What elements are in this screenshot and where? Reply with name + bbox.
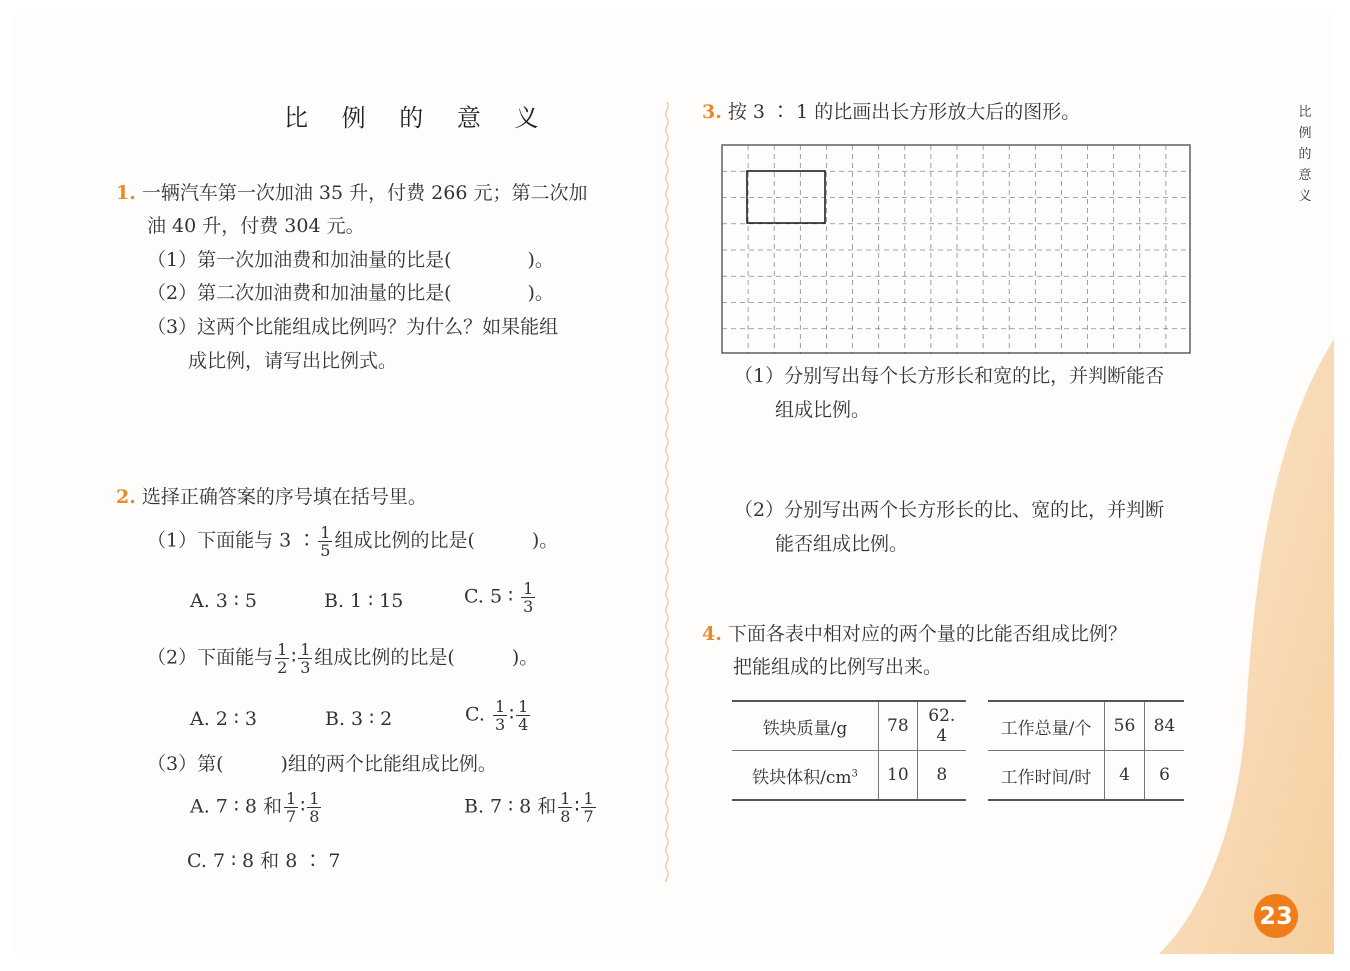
numerator: 1 bbox=[494, 697, 506, 716]
table-row bbox=[732, 701, 966, 751]
denominator: 5 bbox=[320, 541, 331, 560]
numerator: 1 bbox=[300, 640, 311, 659]
option-b-prefix: B. 7 ∶ 8 和 bbox=[464, 795, 557, 818]
q4-line1 bbox=[702, 618, 1127, 651]
table-cell: 78 bbox=[879, 701, 918, 751]
q2-s1-option-a: A. 3 ∶ 5 bbox=[190, 590, 258, 612]
original-rectangle bbox=[747, 171, 825, 223]
table-cell: 6 bbox=[1145, 751, 1185, 801]
ratio-colon: ∶ bbox=[509, 703, 515, 726]
q2-s2-suffix: 组成比例的比是( )。 bbox=[314, 646, 539, 669]
q2-s3-b-fraction-1 bbox=[558, 790, 572, 825]
q2-s3-option-a bbox=[190, 790, 323, 825]
q2-stem-text: 选择正确答案的序号填在括号里。 bbox=[141, 486, 427, 508]
q2-s3-b-fraction-2 bbox=[581, 790, 595, 825]
q2-s3-a-fraction-1 bbox=[284, 790, 298, 825]
q1-sub3-line1: （3）这两个比能组成比例吗？为什么？如果能组 bbox=[147, 316, 559, 338]
ratio-colon: ∶ bbox=[574, 795, 580, 818]
q2-s2-option-b: B. 3 ∶ 2 bbox=[325, 708, 393, 730]
q2-s2-c-fraction-2 bbox=[516, 698, 530, 733]
q2-s2-fraction-1 bbox=[275, 641, 289, 676]
q3-sub2-line2: 能否组成比例。 bbox=[775, 533, 909, 555]
numerator: 1 bbox=[320, 523, 331, 542]
denominator: 4 bbox=[518, 715, 529, 734]
table-cell: 工作总量/个 bbox=[988, 701, 1105, 751]
q2-s2-fraction-2 bbox=[298, 641, 312, 676]
q1-sub1: （1）第一次加油费和加油量的比是( )。 bbox=[147, 249, 554, 271]
denominator: 8 bbox=[560, 807, 571, 826]
q3-sub2-line1: （2）分别写出两个长方形长的比、宽的比，并判断 bbox=[734, 499, 1165, 521]
q2-s1-c-fraction bbox=[521, 580, 535, 615]
q1-sub2: （2）第二次加油费和加油量的比是( )。 bbox=[147, 282, 554, 304]
q1-sub3-line2: 成比例，请写出比例式。 bbox=[188, 350, 398, 372]
ratio-colon: ∶ bbox=[300, 795, 306, 818]
q1-line2: 油 40 升，付费 304 元。 bbox=[147, 215, 365, 237]
q3-number: 3. bbox=[702, 101, 722, 123]
q3-stem bbox=[702, 96, 1080, 129]
q2-s1-suffix: 组成比例的比是( )。 bbox=[334, 529, 559, 552]
superscript: 3 bbox=[851, 767, 858, 779]
numerator: 1 bbox=[523, 579, 534, 598]
workbook-page bbox=[14, 14, 1334, 954]
q1-line1 bbox=[116, 177, 588, 210]
table-cell: 4 bbox=[1105, 751, 1145, 801]
denominator: 7 bbox=[583, 807, 594, 826]
numerator: 1 bbox=[309, 789, 320, 808]
q4-text-1: 下面各表中相对应的两个量的比能否组成比例？ bbox=[727, 623, 1127, 645]
ratio-colon: ∶ bbox=[291, 646, 297, 669]
q2-stem bbox=[116, 481, 427, 514]
q2-s1-option-c bbox=[464, 580, 537, 615]
work-table bbox=[988, 700, 1184, 801]
q3-stem-text: 按 3 ∶ 1 的比画出长方形放大后的图形。 bbox=[727, 101, 1081, 123]
q3-sub1-line1: （1）分别写出每个长方形长和宽的比，并判断能否 bbox=[734, 365, 1165, 387]
numerator: 1 bbox=[277, 640, 288, 659]
q4-number: 4. bbox=[702, 623, 722, 645]
option-a-prefix: A. 7 ∶ 8 和 bbox=[190, 795, 283, 818]
page-number-badge: 23 bbox=[1254, 894, 1298, 938]
denominator: 7 bbox=[286, 807, 297, 826]
q2-number: 2. bbox=[116, 486, 136, 508]
page-divider bbox=[664, 102, 670, 882]
q1-text-1: 一辆汽车第一次加油 35 升，付费 266 元；第二次加 bbox=[141, 182, 588, 204]
denominator: 3 bbox=[523, 597, 534, 616]
q2-s2-option-c bbox=[465, 698, 532, 733]
grid-border bbox=[722, 145, 1190, 353]
table-row bbox=[988, 751, 1184, 801]
q2-s3-a-fraction-2 bbox=[307, 790, 321, 825]
table-cell: 工作时间/时 bbox=[988, 751, 1105, 801]
table-row bbox=[732, 751, 966, 801]
table-cell bbox=[732, 751, 879, 801]
q2-s3-option-b bbox=[464, 790, 598, 825]
q3-grid bbox=[721, 144, 1193, 356]
q2-s1-fraction bbox=[318, 524, 332, 559]
side-tab-label: 比例的意义 bbox=[1298, 105, 1312, 204]
denominator: 8 bbox=[309, 807, 320, 826]
q2-s2-option-a: A. 2 ∶ 3 bbox=[190, 708, 258, 730]
denominator: 2 bbox=[277, 658, 288, 677]
page-title: 比 例 的 意 义 bbox=[284, 104, 552, 132]
q2-s3-option-c: C. 7 ∶ 8 和 8 ∶ 7 bbox=[187, 850, 341, 872]
denominator: 3 bbox=[494, 715, 506, 734]
q4-line2: 把能组成的比例写出来。 bbox=[733, 656, 943, 678]
grid-lines bbox=[722, 145, 1191, 354]
table-cell: 8 bbox=[917, 751, 966, 801]
q2-s1-prefix: （1）下面能与 3 ∶ bbox=[147, 529, 317, 552]
denominator: 3 bbox=[300, 658, 311, 677]
cell-text: 铁块体积/cm bbox=[752, 767, 852, 788]
table-cell: 铁块质量/g bbox=[732, 701, 879, 751]
q1-number: 1. bbox=[116, 182, 136, 204]
numerator: 1 bbox=[286, 789, 297, 808]
q2-s2-c-fraction-1 bbox=[493, 698, 507, 733]
numerator: 1 bbox=[560, 789, 571, 808]
table-cell: 84 bbox=[1145, 701, 1185, 751]
q2-s1-option-b: B. 1 ∶ 15 bbox=[324, 590, 404, 612]
q2-sub1 bbox=[147, 524, 558, 559]
table-cell: 56 bbox=[1105, 701, 1145, 751]
table-cell: 10 bbox=[879, 751, 918, 801]
option-c-prefix: C. bbox=[465, 703, 485, 726]
table-cell: 62. 4 bbox=[917, 701, 966, 751]
iron-block-table bbox=[732, 700, 966, 801]
q3-sub1-line2: 组成比例。 bbox=[775, 399, 871, 421]
q2-sub3: （3）第( )组的两个比能组成比例。 bbox=[147, 753, 497, 775]
numerator: 1 bbox=[518, 697, 529, 716]
q2-s2-prefix: （2）下面能与 bbox=[147, 646, 274, 669]
numerator: 1 bbox=[583, 789, 594, 808]
q2-sub2 bbox=[147, 641, 538, 676]
option-c-prefix: C. 5 ∶ bbox=[464, 585, 514, 608]
table-row bbox=[988, 701, 1184, 751]
